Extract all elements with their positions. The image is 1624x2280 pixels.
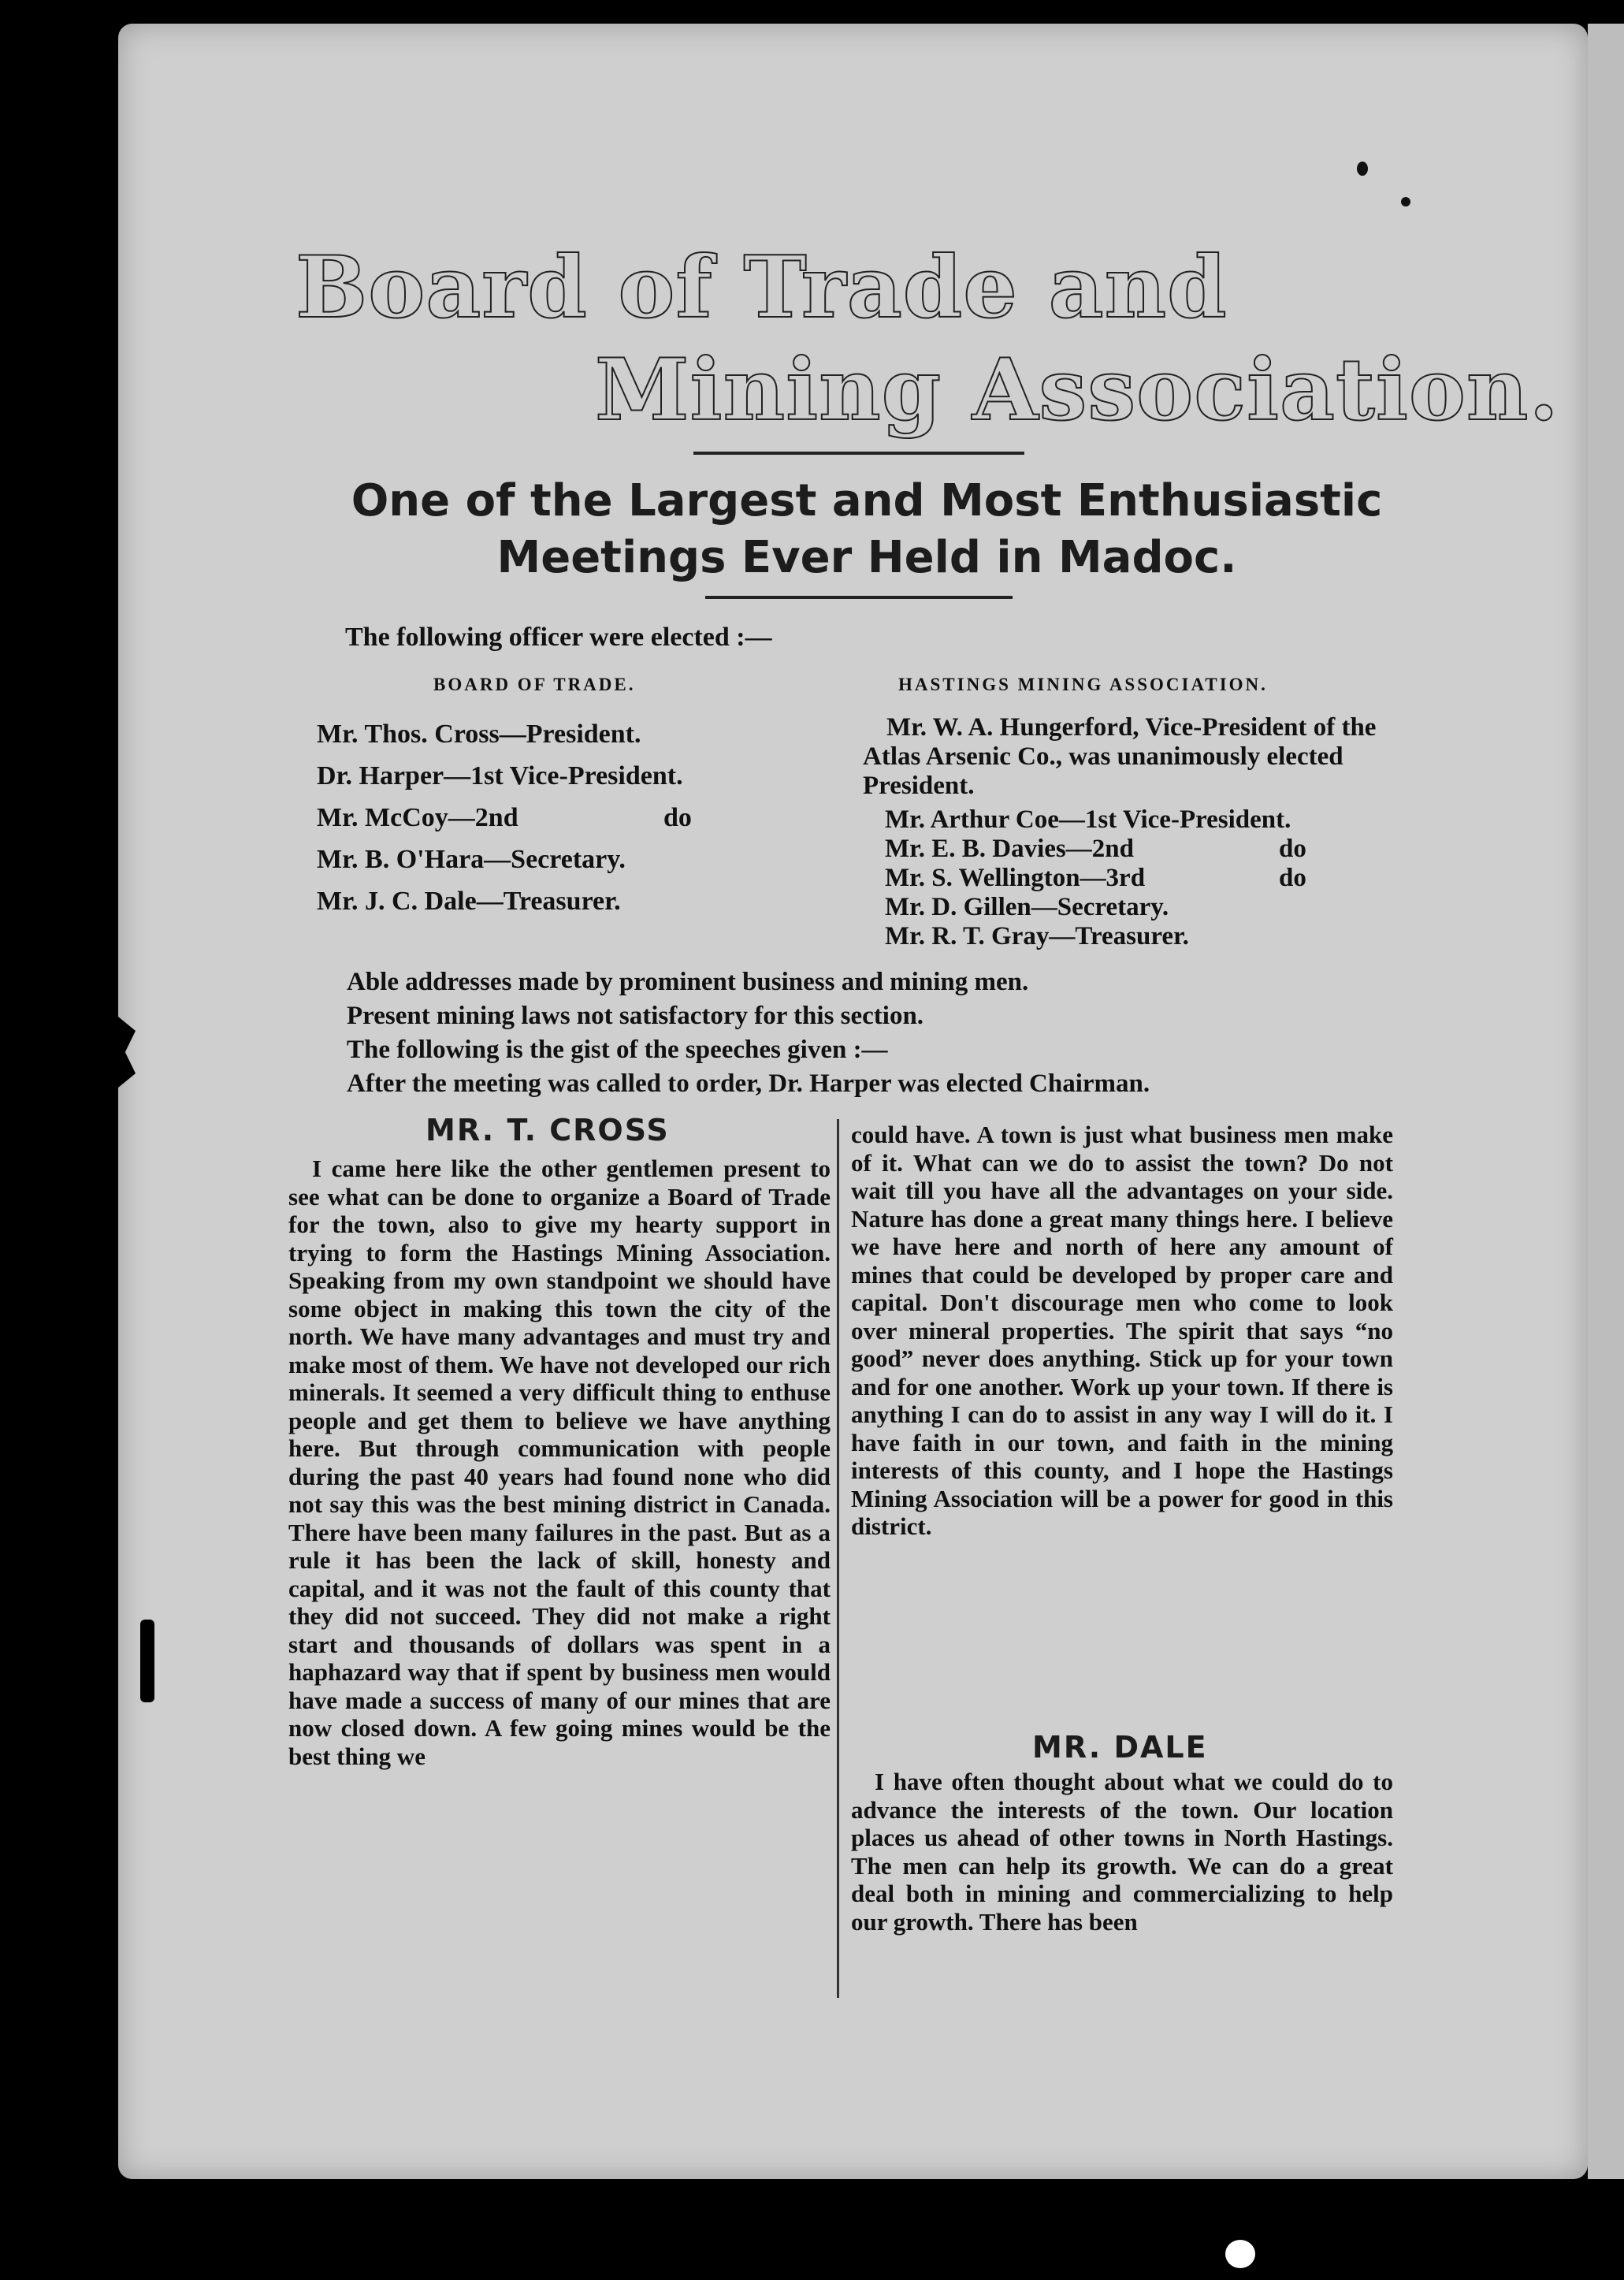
ink-speck — [1357, 162, 1368, 176]
mining-officer-list — [863, 805, 1407, 951]
president-entry: Mr. W. A. Hungerford, Vice-President of the Atlas Arsenic Co., was unanimously elected President. — [863, 713, 1377, 800]
ink-mark — [140, 1620, 154, 1702]
title-line-2: Mining Association. — [595, 340, 1560, 440]
column-divider — [837, 1119, 839, 1998]
mining-association-officers — [863, 713, 1407, 951]
subheading-rule — [705, 596, 1013, 599]
cross-speech-heading: MR. T. CROSS — [426, 1113, 670, 1147]
ditto-mark: do — [1279, 864, 1306, 892]
officer-entry: Mr. B. O'Hara—Secretary. — [317, 845, 626, 874]
ditto-mark: do — [1279, 835, 1306, 863]
officer-entry: Mr. R. T. Gray—Treasurer. — [885, 922, 1189, 950]
ink-speck — [1401, 197, 1410, 206]
officer-name: Mr. McCoy—2nd — [317, 803, 518, 832]
summary-line: Able addresses made by prominent business and mining men. — [347, 968, 1029, 996]
dale-speech-heading: MR. DALE — [1032, 1730, 1208, 1765]
punch-hole — [1225, 2240, 1255, 2268]
mining-association-heading: HASTINGS MINING ASSOCIATION. — [898, 675, 1268, 694]
officer-entry: Mr. Arthur Coe—1st Vice-President. — [885, 805, 1291, 834]
officer-entry: Mr. D. Gillen—Secretary. — [885, 893, 1169, 921]
meeting-summary — [347, 965, 1497, 1101]
summary-line: Present mining laws not satisfactory for this section. — [347, 1002, 924, 1030]
summary-line: The following is the gist of the speeches given :— — [347, 1036, 888, 1064]
summary-line: After the meeting was called to order, Dr. Harper was elected Chairman. — [347, 1069, 1150, 1098]
cross-speech-text: I came here like the other gentlemen present to see what can be done to organize a Board of Trade for the town, also to give my hearty support in trying to form the Hastings Mining Association. Speaking from my own standpoint we should have some object in making this town the city of the north. We have many advantages and must try and make most of them. We have not developed our rich minerals. It seemed a very difficult thing to enthuse people and get them to believe we have anything here. But through communication with people during the past 40 years had found none who did not say this was the best mining district in Canada. There have been many failures in the past. But as a rule it has been the lack of skill, honesty and capital, and it was not the fault of this county that they did not succeed. They did not make a right start and thousands of dollars was spent in a haphazard way that if spent by business men would have made a success of many of our mines that are now closed down. A few going mines would be the best thing we — [288, 1155, 831, 1770]
page-edge — [1588, 24, 1624, 2179]
officer-entry — [317, 797, 837, 839]
officer-entry — [885, 835, 1407, 864]
page-title — [295, 236, 1560, 441]
board-of-trade-heading: BOARD OF TRADE. — [433, 675, 636, 694]
officer-name: Mr. S. Wellington—3rd — [885, 864, 1146, 892]
title-line-1: Board of Trade and — [295, 238, 1228, 337]
title-rule — [693, 452, 1024, 455]
officer-entry: Dr. Harper—1st Vice-President. — [317, 761, 683, 790]
subheading-line-1: One of the Largest and Most Enthusiastic — [351, 475, 1383, 526]
ditto-mark: do — [663, 803, 692, 832]
subheading — [236, 473, 1497, 586]
officer-entry — [885, 864, 1407, 893]
officer-entry: Mr. Thos. Cross—President. — [317, 720, 641, 749]
cross-speech-continued: could have. A town is just what business men make of it. What can we do to assist the town? Do not wait till you have all the advantages on your side. Nature has done a great many things here. I believe we have here and north of here any amount of mines that could be developed by proper care and capital. Don't discourage men who come to look over mineral properties. The spirit that says “no good” never does anything. Stick up for your town and for one another. Work up your town. If there is anything I can do to assist in any way I will do it. I have faith in our town, and faith in the mining interests of this county, and I hope the Hastings Mining Association will be a power for good in this district. — [851, 1121, 1393, 1540]
officer-entry: Mr. J. C. Dale—Treasurer. — [317, 887, 621, 916]
officers-intro: The following officer were elected :— — [345, 623, 772, 652]
subheading-line-2: Meetings Ever Held in Madoc. — [496, 532, 1237, 583]
board-of-trade-officers — [317, 713, 837, 922]
officer-name: Mr. E. B. Davies—2nd — [885, 835, 1134, 863]
dale-speech-text: I have often thought about what we could do to advance the interests of the town. Our location places us ahead of other towns in North Hastings. The men can help its growth. We can do a great deal both in mining and commercializing to help our growth. There has been — [851, 1768, 1393, 1936]
